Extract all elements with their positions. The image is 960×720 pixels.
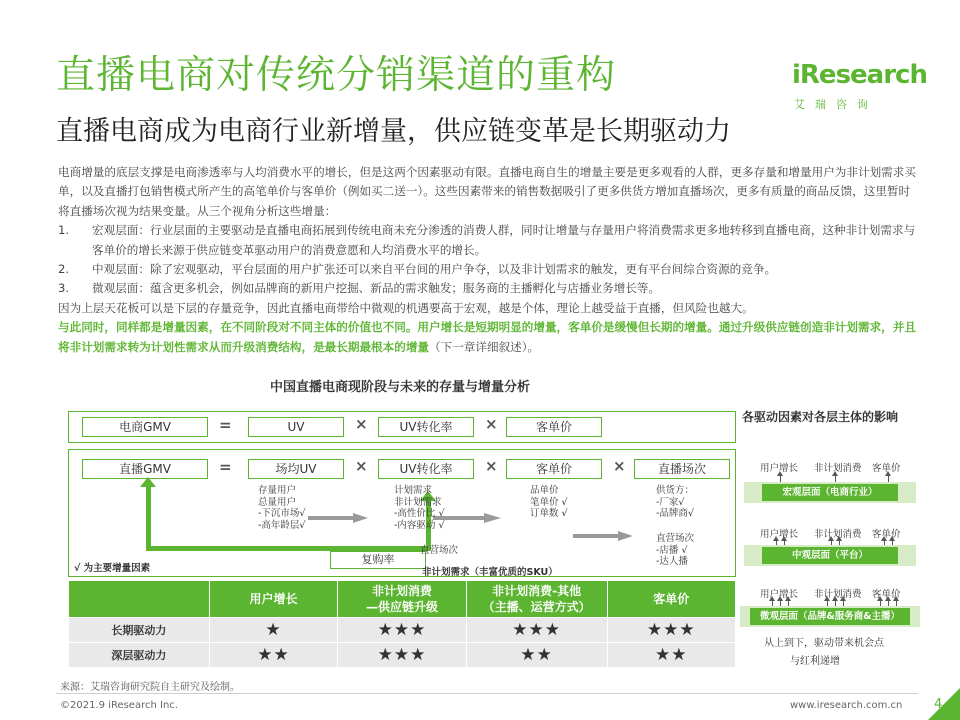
driver-label: 客单价 [872,589,901,600]
note-line: -高年龄层√ [258,519,306,531]
star-rating: ★★★ [607,618,736,643]
direct-session-notes [656,533,694,568]
multiply-sign: × [485,415,498,433]
note-line: 存量用户 [258,485,297,496]
macro-layer: 宏观层面（电商行业） [762,484,898,501]
website-url: www.iresearch.com.cn [790,700,903,711]
multiply-sign: × [355,457,368,475]
legend-note: √ 为主要增量因素 [74,563,151,574]
row-label: 深层驱动力 [69,643,210,668]
driver-label: 用户增长 [760,589,799,600]
note-line: -店播 √ [656,544,688,556]
highlight-tail: （下一章详细叙述）。 [429,339,540,354]
uv-box: UV [248,417,344,437]
live-sessions-note: 直营场次 [420,545,459,556]
iresearch-logo [786,58,927,114]
row-label: 长期驱动力 [69,618,210,643]
driver-label: 非计划消费 [814,463,862,474]
table-header-cell: 客单价 [607,581,736,618]
repurchase-box: 复购率 [330,551,426,569]
order-value-box: 客单价 [506,459,602,479]
driver-label: 用户增长 [760,529,799,540]
star-rating: ★★★ [338,643,466,668]
note-line: 笔单价 √ [530,496,568,508]
note-line: -厂家√ [656,496,685,508]
meso-layer: 中观层面（平台） [762,547,898,564]
list-text: 宏观层面：行业层面的主要驱动是直播电商拓展到传统电商未充分渗透的消费人群，同时让增量与存量用户将消费需求更多地转移到直播电商，这种非计划需求与客单价的增长来源于供应链变革驱动用户的消费意愿和人均消费水平的增长。 [92,223,916,257]
star-rating: ★★ [466,643,607,668]
body-paragraph: 电商增量的底层支撑是电商渗透率与人均消费水平的增长，但是这两个因素驱动有限。直播电商自生的增量主要是更多观看的人群，更多存量和增量用户为非计划需求买单，以及直播打包销售模式所产生的高笔单价与客单价（例如买二送一）。这些因素带来的销售数据吸引了更多供货方增加直播场次，更多有质量的商品反馈，这里暂时将直播场次视为结果变量。从三个视角分析这些增量： [58,165,916,218]
uv-conversion-box: UV转化率 [378,459,474,479]
page-number: 4 [934,697,943,712]
arrow-up-icon [140,477,156,487]
table-header-cell [69,581,210,618]
star-rating: ★★ [607,643,736,668]
logo-brand: iResearch [792,60,927,90]
star-rating: ★ [209,618,337,643]
micro-layer: 微观层面（品牌&服务商&主播） [750,608,910,625]
copyright: ©2021.9 iResearch Inc. [60,700,178,711]
live-gmv-box: 直播GMV [82,459,208,479]
pyramid-caption: 从上到下，驱动带来机会点 [764,638,884,649]
page-subtitle: 直播电商成为电商行业新增量，供应链变革是长期驱动力 [56,116,731,147]
supplier-notes [656,485,694,520]
driver-label: 用户增长 [760,463,799,474]
list-number: 1. [58,223,70,238]
star-rating: ★★★ [466,618,607,643]
multiply-sign: × [613,457,626,475]
price-notes [530,485,568,520]
note-line: 计划需求 [394,485,433,496]
note-line: 品单价 [530,485,559,496]
gmv-diagram [68,411,736,579]
list-item [58,260,918,279]
list-number: 3. [58,281,70,296]
multiply-sign: × [485,457,498,475]
table-row [69,618,736,643]
highlight-text: 与此同时，同样都是增量因素，在不同阶段对不同主体的价值也不同。用户增长是短期明显的增量，客单价是缓慢但长期的增量。通过升级供应链创造非计划需求，并且将非计划需求转为计划性需求从而升级消费结构，是最长期最根本的增量 [58,320,916,354]
repurchase-line-vertical [146,481,151,551]
note-line: 订单数 √ [530,508,568,519]
list-number: 2. [58,262,70,277]
driver-table [68,580,736,668]
driver-label: 非计划消费 [814,529,862,540]
note-line: -达人播 [656,556,688,567]
body-text [58,163,918,357]
source-note: 来源：艾瑞咨询研究院自主研究及绘制。 [60,682,240,693]
right-panel-title: 各驱动因素对各层主体的影响 [742,410,899,424]
note-line: 非计划需求 [394,496,442,508]
driver-label: 客单价 [872,529,901,540]
table-header-cell: 用户增长 [209,581,337,618]
body-highlight [58,318,918,357]
avg-uv-box: 场均UV [248,459,344,479]
note-line: -高性价比 √ [394,508,445,519]
pyramid-caption: 与红利递增 [790,656,840,667]
driver-label: 非计划消费 [814,589,862,600]
driver-label: 客单价 [872,463,901,474]
table-header-cell: 非计划消费 —供应链升级 [338,581,466,618]
uv-notes [258,485,305,531]
equals-sign: = [219,458,232,476]
uv-conversion-box: UV转化率 [378,417,474,437]
table-header-cell: 非计划消费-其他 （主播、运营方式） [466,581,607,618]
table-row [69,643,736,668]
list-item [58,221,918,260]
star-rating: ★★ [209,643,337,668]
note-line: -内容驱动 √ [394,519,445,531]
list-text: 微观层面：蕴含更多机会，例如品牌商的新用户挖掘、新品的需求触发；服务商的主播孵化与店播业务增长等。 [92,281,661,296]
body-paragraph: 因为上层天花板可以是下层的存量竞争，因此直播电商带给中微观的机遇要高于宏观，越是个体，理论上越受益于直播，但风险也越大。 [58,300,754,315]
table-header-row [69,581,736,618]
page-title: 直播电商对传统分销渠道的重构 [56,53,617,98]
list-item [58,279,918,298]
note-line: 直营场次 [656,533,695,544]
star-rating: ★★★ [338,618,466,643]
live-sessions-box: 直播场次 [634,459,730,479]
corner-decoration [928,688,960,720]
logo-cn: 艾瑞咨询 [794,98,878,111]
equals-sign: = [219,416,232,434]
order-value-box: 客单价 [506,417,602,437]
note-line: -品牌商√ [656,508,694,519]
note-line: -下沉市场√ [258,508,306,519]
figure-title: 中国直播电商现阶段与未来的存量与增量分析 [269,380,530,395]
multiply-sign: × [355,415,368,433]
note-line: 供货方： [656,485,695,496]
footer-divider [56,693,918,694]
list-text: 中观层面：除了宏观驱动，平台层面的用户扩张还可以来自平台间的用户争夺，以及非计划需求的触发，更有平台间综合资源的竞争。 [92,262,777,277]
conversion-notes [394,485,445,531]
driver-impact-pyramid [740,430,920,670]
unplanned-note: 非计划需求（丰富优质的SKU） [422,567,558,578]
note-line: 总量用户 [258,496,297,508]
ecommerce-gmv-box: 电商GMV [82,417,208,437]
